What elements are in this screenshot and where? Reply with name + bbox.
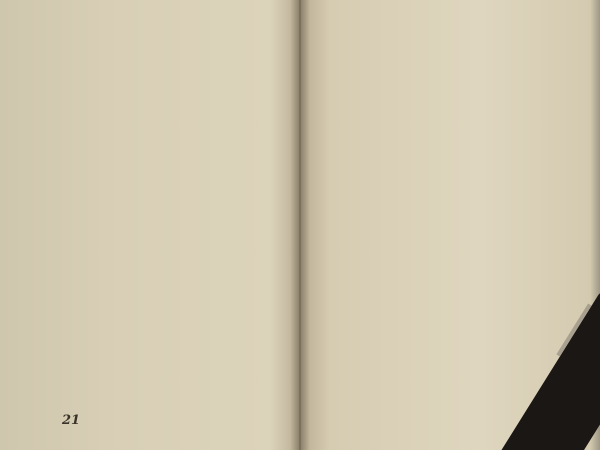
text-column xyxy=(214,30,227,400)
text-column xyxy=(55,30,68,400)
text-column xyxy=(521,30,534,400)
text-column xyxy=(332,30,345,400)
text-column xyxy=(243,30,256,400)
text-column xyxy=(347,30,360,400)
text-column xyxy=(405,30,418,400)
text-column xyxy=(506,30,519,400)
text-column xyxy=(185,30,198,400)
text-column xyxy=(390,30,403,400)
text-column xyxy=(40,30,53,400)
text-column xyxy=(229,30,242,400)
left-page-text xyxy=(40,30,270,400)
text-column xyxy=(535,30,548,400)
text-column xyxy=(200,30,213,400)
text-column xyxy=(419,30,432,400)
text-column xyxy=(463,30,476,400)
text-column xyxy=(171,30,184,400)
text-column xyxy=(550,30,563,400)
right-page-text xyxy=(332,30,562,400)
text-column xyxy=(434,30,447,400)
text-column xyxy=(258,30,271,400)
text-column xyxy=(84,30,97,400)
text-column xyxy=(376,30,389,400)
text-column xyxy=(127,30,140,400)
text-column xyxy=(113,30,126,400)
text-column xyxy=(448,30,461,400)
page-number: 21 xyxy=(62,413,81,428)
text-column xyxy=(98,30,111,400)
text-column xyxy=(361,30,374,400)
text-column xyxy=(156,30,169,400)
left-page xyxy=(0,0,296,450)
text-column xyxy=(477,30,490,400)
text-column xyxy=(69,30,82,400)
text-column xyxy=(492,30,505,400)
text-column xyxy=(142,30,155,400)
